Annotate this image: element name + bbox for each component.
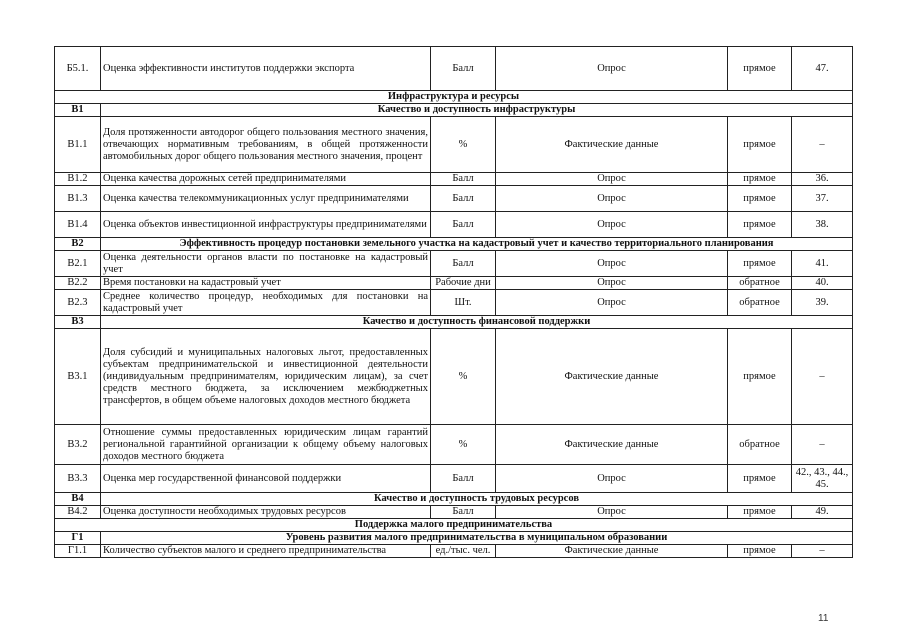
- subsection-title: Качество и доступность инфраструктуры: [101, 104, 853, 117]
- indicator-name: Оценка объектов инвестиционной инфраструктуры предпринимателями: [101, 212, 431, 238]
- indicator-code: В2.1: [55, 251, 101, 277]
- indicator-name: Количество субъектов малого и среднего предпринимательства: [101, 545, 431, 558]
- unit-of-measure: Балл: [431, 47, 496, 91]
- table-row: [55, 212, 853, 238]
- question-reference: 47.: [792, 47, 853, 91]
- page-number: 11: [818, 613, 829, 624]
- dependency-direction: прямое: [728, 329, 792, 425]
- data-source: Фактические данные: [496, 329, 728, 425]
- table-row: [55, 425, 853, 465]
- unit-of-measure: ед./тыс. чел.: [431, 545, 496, 558]
- subsection-header-row: [55, 316, 853, 329]
- section-title: Поддержка малого предпринимательства: [55, 519, 853, 532]
- section-title: Инфраструктура и ресурсы: [55, 91, 853, 104]
- indicator-name: Оценка деятельности органов власти по постановке на кадастровый учет: [101, 251, 431, 277]
- unit-of-measure: Рабочие дни: [431, 277, 496, 290]
- table-row: [55, 277, 853, 290]
- indicator-code: В3.1: [55, 329, 101, 425]
- dependency-direction: прямое: [728, 173, 792, 186]
- dependency-direction: прямое: [728, 117, 792, 173]
- data-source: Опрос: [496, 47, 728, 91]
- table-row: [55, 251, 853, 277]
- table-row: [55, 173, 853, 186]
- data-source: Опрос: [496, 251, 728, 277]
- question-reference: 38.: [792, 212, 853, 238]
- subsection-header-row: [55, 104, 853, 117]
- subsection-title: Уровень развития малого предпринимательства в муниципальном образовании: [101, 532, 853, 545]
- subsection-header-row: [55, 532, 853, 545]
- indicators-table: [54, 46, 853, 558]
- question-reference: 36.: [792, 173, 853, 186]
- question-reference: –: [792, 425, 853, 465]
- subsection-code: В3: [55, 316, 101, 329]
- section-header-row: [55, 519, 853, 532]
- table-row: [55, 290, 853, 316]
- indicator-name: Оценка качества дорожных сетей предпринимателями: [101, 173, 431, 186]
- subsection-title: Эффективность процедур постановки земельного участка на кадастровый учет и качество территориального планирования: [101, 238, 853, 251]
- indicator-name: Доля субсидий и муниципальных налоговых льгот, предоставленных субъектам предпринимательской и инвестиционной деятельности (индивидуальным предпринимателям, юридическим лицам), за счет средств местного бюджета, за исключением межбюджетных трансфертов, в общем объеме налоговых доходов местного бюджета: [101, 329, 431, 425]
- dependency-direction: обратное: [728, 290, 792, 316]
- indicator-name: Время постановки на кадастровый учет: [101, 277, 431, 290]
- table-row: [55, 47, 853, 91]
- indicator-code: В1.2: [55, 173, 101, 186]
- question-reference: –: [792, 329, 853, 425]
- unit-of-measure: Балл: [431, 465, 496, 493]
- indicator-code: В4.2: [55, 506, 101, 519]
- dependency-direction: прямое: [728, 506, 792, 519]
- indicator-name: Среднее количество процедур, необходимых для постановки на кадастровый учет: [101, 290, 431, 316]
- indicator-code: В1.1: [55, 117, 101, 173]
- question-reference: –: [792, 117, 853, 173]
- unit-of-measure: %: [431, 329, 496, 425]
- indicator-name: Отношение суммы предоставленных юридическим лицам гарантий региональной гарантийной организации к общему объему налоговых доходов местного бюджета: [101, 425, 431, 465]
- data-source: Опрос: [496, 277, 728, 290]
- section-header-row: [55, 91, 853, 104]
- data-source: Опрос: [496, 212, 728, 238]
- unit-of-measure: %: [431, 117, 496, 173]
- data-source: Опрос: [496, 465, 728, 493]
- indicators-table-body: [55, 47, 853, 558]
- data-source: Фактические данные: [496, 425, 728, 465]
- subsection-code: В1: [55, 104, 101, 117]
- table-row: [55, 117, 853, 173]
- unit-of-measure: Балл: [431, 173, 496, 186]
- indicator-name: Оценка доступности необходимых трудовых ресурсов: [101, 506, 431, 519]
- data-source: Опрос: [496, 290, 728, 316]
- subsection-code: В4: [55, 493, 101, 506]
- dependency-direction: прямое: [728, 186, 792, 212]
- indicator-code: В2.2: [55, 277, 101, 290]
- table-row: [55, 329, 853, 425]
- indicator-code: В1.3: [55, 186, 101, 212]
- indicator-code: В1.4: [55, 212, 101, 238]
- table-row: [55, 465, 853, 493]
- dependency-direction: прямое: [728, 47, 792, 91]
- data-source: Опрос: [496, 506, 728, 519]
- unit-of-measure: Балл: [431, 251, 496, 277]
- question-reference: 39.: [792, 290, 853, 316]
- unit-of-measure: Шт.: [431, 290, 496, 316]
- indicator-code: Б5.1.: [55, 47, 101, 91]
- unit-of-measure: Балл: [431, 186, 496, 212]
- subsection-code: Г1: [55, 532, 101, 545]
- question-reference: 42., 43., 44., 45.: [792, 465, 853, 493]
- unit-of-measure: Балл: [431, 506, 496, 519]
- question-reference: –: [792, 545, 853, 558]
- data-source: Опрос: [496, 186, 728, 212]
- dependency-direction: прямое: [728, 465, 792, 493]
- data-source: Фактические данные: [496, 117, 728, 173]
- subsection-title: Качество и доступность трудовых ресурсов: [101, 493, 853, 506]
- subsection-header-row: [55, 493, 853, 506]
- dependency-direction: обратное: [728, 277, 792, 290]
- question-reference: 40.: [792, 277, 853, 290]
- subsection-code: В2: [55, 238, 101, 251]
- question-reference: 49.: [792, 506, 853, 519]
- question-reference: 41.: [792, 251, 853, 277]
- dependency-direction: обратное: [728, 425, 792, 465]
- indicator-code: В3.2: [55, 425, 101, 465]
- indicator-name: Доля протяженности автодорог общего пользования местного значения, отвечающих нормативным требованиям, в общей протяженности автомобильных дорог общего пользования местного значения, процент: [101, 117, 431, 173]
- indicator-name: Оценка мер государственной финансовой поддержки: [101, 465, 431, 493]
- table-row: [55, 545, 853, 558]
- unit-of-measure: %: [431, 425, 496, 465]
- indicator-code: В3.3: [55, 465, 101, 493]
- unit-of-measure: Балл: [431, 212, 496, 238]
- data-source: Опрос: [496, 173, 728, 186]
- dependency-direction: прямое: [728, 251, 792, 277]
- subsection-title: Качество и доступность финансовой поддержки: [101, 316, 853, 329]
- indicator-code: В2.3: [55, 290, 101, 316]
- subsection-header-row: [55, 238, 853, 251]
- dependency-direction: прямое: [728, 545, 792, 558]
- table-row: [55, 506, 853, 519]
- indicator-code: Г1.1: [55, 545, 101, 558]
- question-reference: 37.: [792, 186, 853, 212]
- dependency-direction: прямое: [728, 212, 792, 238]
- data-source: Фактические данные: [496, 545, 728, 558]
- table-row: [55, 186, 853, 212]
- indicator-name: Оценка эффективности институтов поддержки экспорта: [101, 47, 431, 91]
- indicator-name: Оценка качества телекоммуникационных услуг предпринимателями: [101, 186, 431, 212]
